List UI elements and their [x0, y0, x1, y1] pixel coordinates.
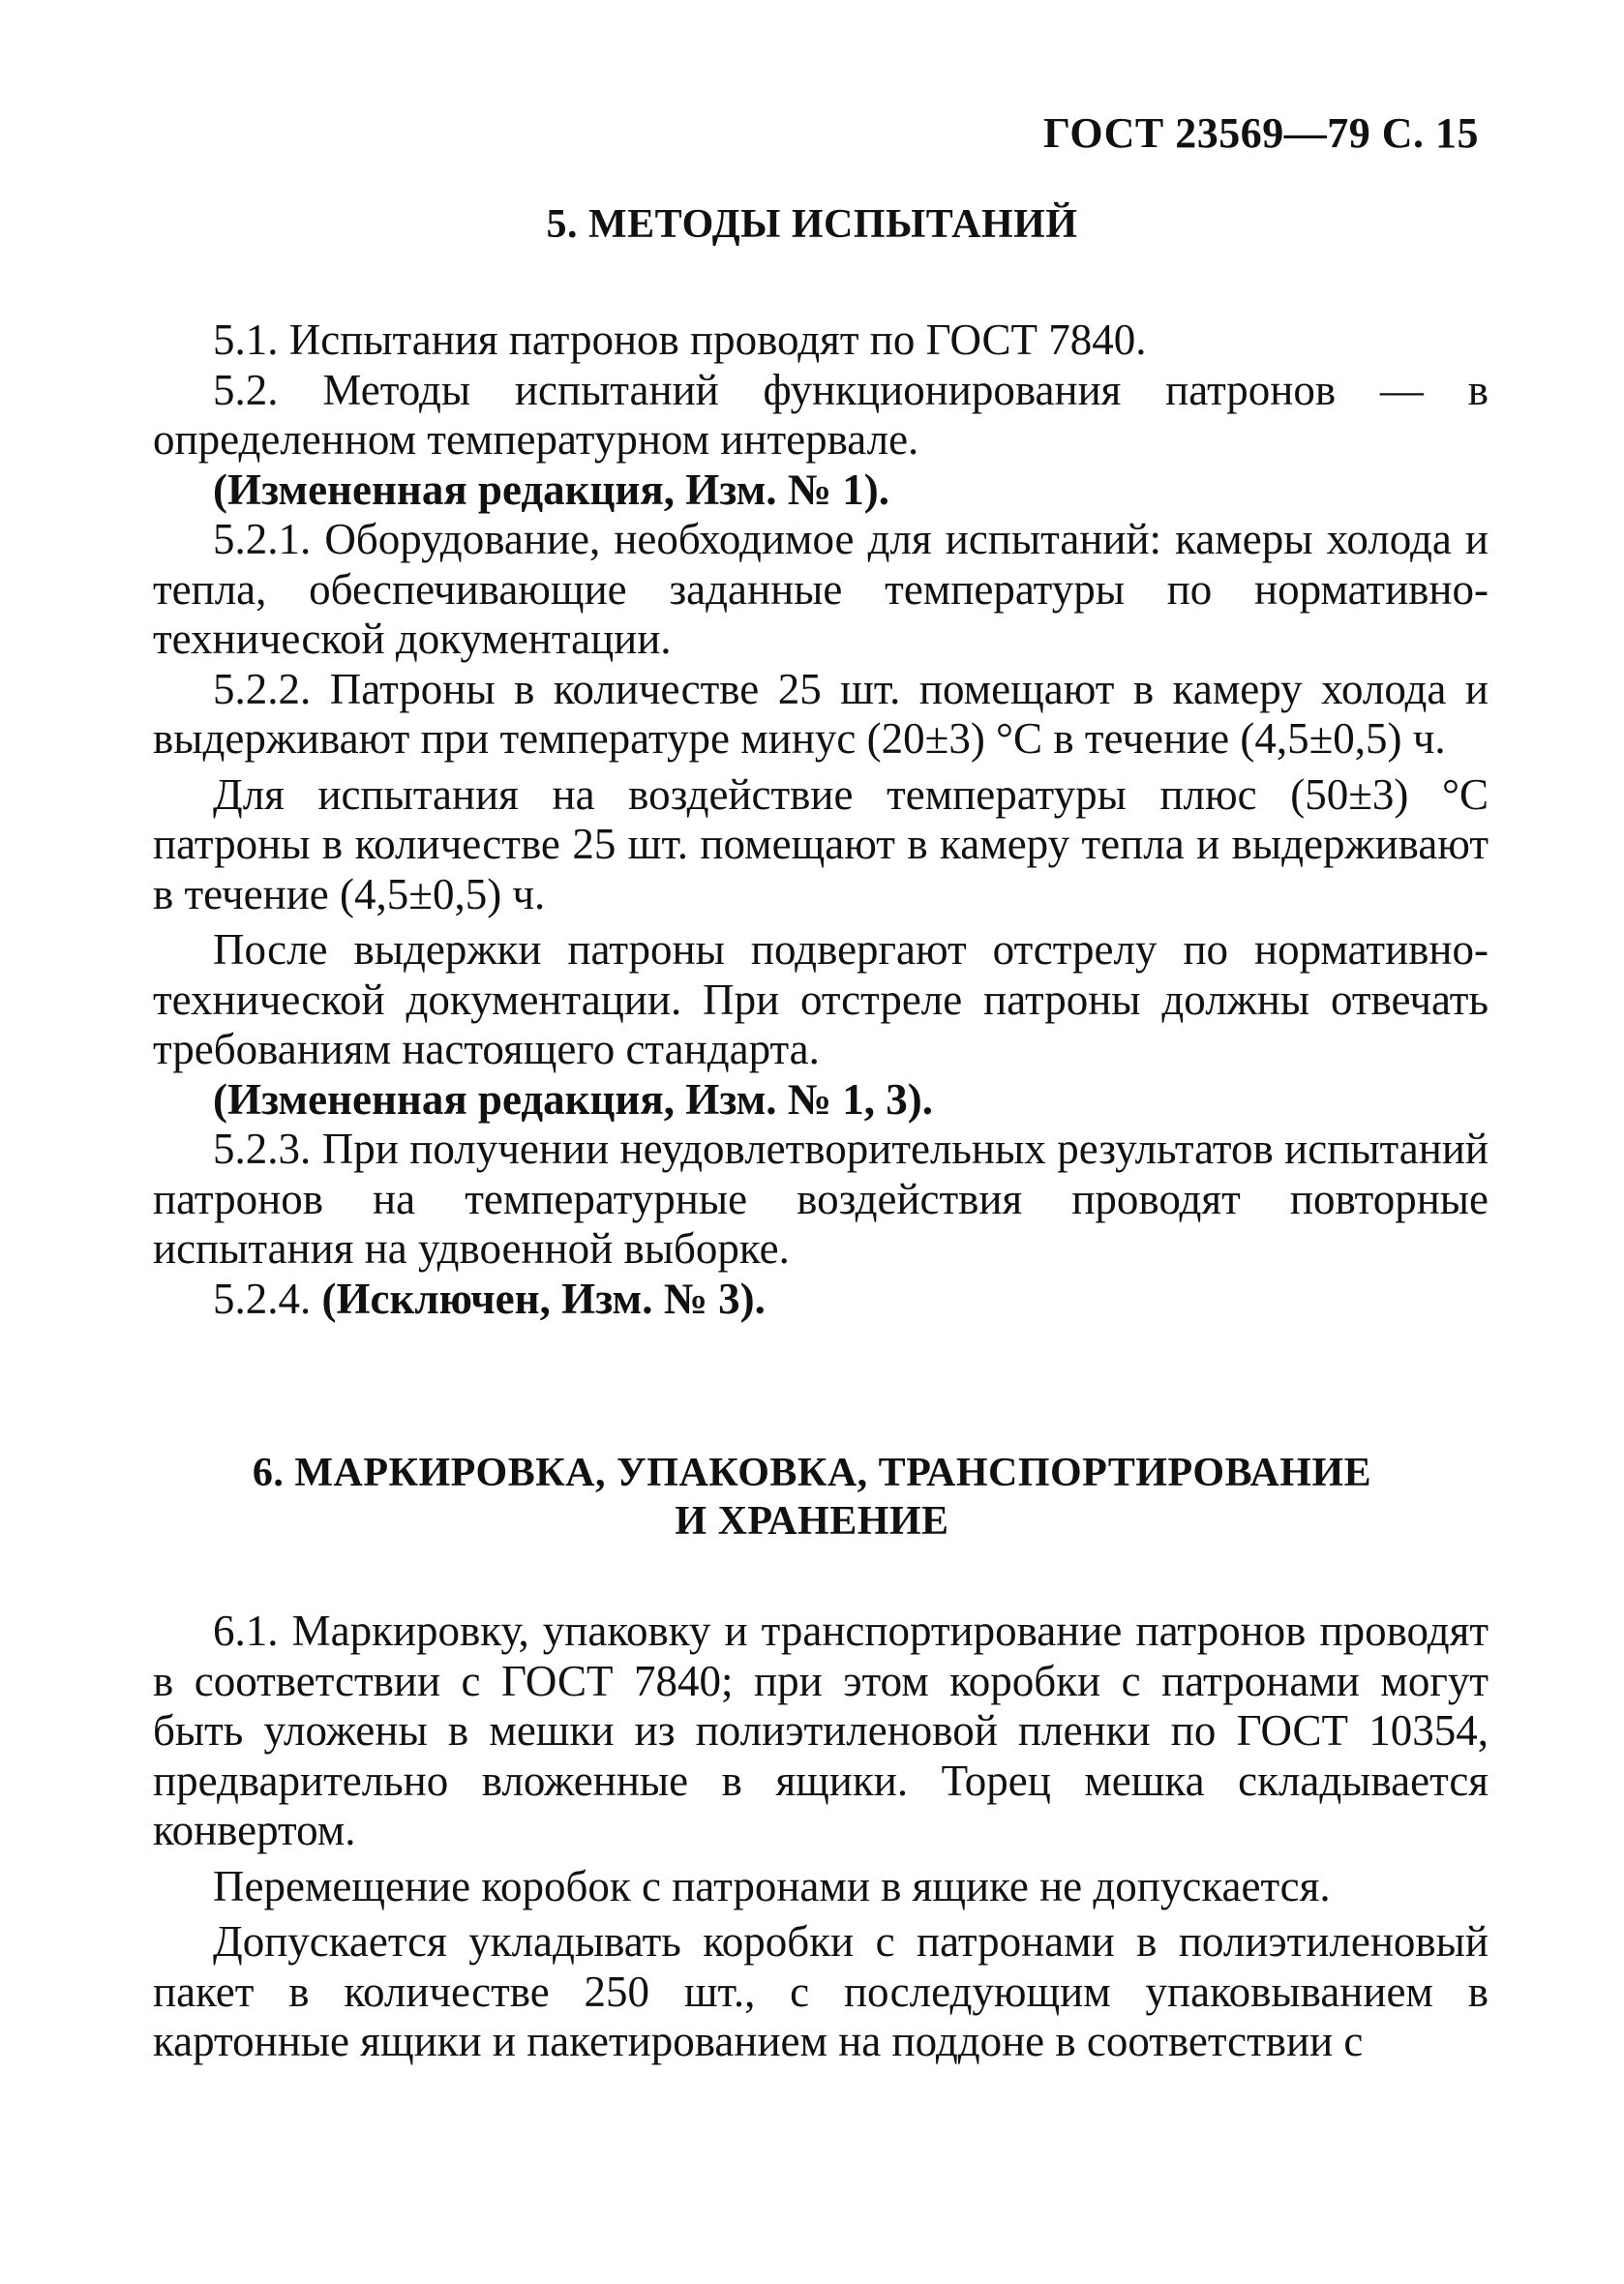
paragraph-5-2-3: 5.2.3. При получении неудовлетворительных результатов испытаний патронов на температурные воздействия проводят повторные испытания на удвоенной выборке. [153, 1125, 1489, 1273]
paragraph-5-2: 5.2. Методы испытаний функционирования патронов — в определенном температурном интервале. [153, 365, 1489, 464]
paragraph-5-1: 5.1. Испытания патронов проводят по ГОСТ 7840. [213, 316, 1147, 364]
section-6-heading-line-2: И ХРАНЕНИЕ [675, 1499, 949, 1544]
paragraph-6-1: 6.1. Маркировку, упаковку и транспортирование патронов проводят в соответствии с ГОСТ 7840; при этом коробки с патронами могут быть уложены в мешки из полиэтиленовой пленки по ГОСТ 10354, предварительно вложенные в ящики. Торец мешка складывается конвертом. [153, 1607, 1489, 1854]
section-6-body [153, 1607, 1489, 2067]
paragraph-after-exposure: После выдержки патроны подвергают отстрелу по нормативно-технической документации. При отстреле патроны должны отвечать требованиям настоящего стандарта. [153, 925, 1489, 1073]
amendment-note: (Измененная редакция, Изм. № 1). [213, 465, 890, 514]
paragraph-5-2-2: 5.2.2. Патроны в количестве 25 шт. помещают в камеру холода и выдерживают при температуре минус (20±3) °С в течение (4,5±0,5) ч. [153, 664, 1489, 763]
paragraph-heat-test: Для испытания на воздействие температуры плюс (50±3) °С патроны в количестве 25 шт. помещают в камеру тепла и выдерживают в течение (4,5±0,5) ч. [153, 769, 1489, 918]
excluded-note: (Исключен, Изм. № 3). [321, 1274, 766, 1323]
paragraph-no-movement: Перемещение коробок с патронами в ящике не допускается. [213, 1861, 1331, 1910]
paragraph-5-2-1: 5.2.1. Оборудование, необходимое для испытаний: камеры холода и тепла, обеспечивающие заданные температуры по нормативно-технической документации. [153, 515, 1489, 663]
running-header: ГОСТ 23569—79 С. 15 [1042, 109, 1479, 157]
section-6-heading [145, 1449, 1479, 1546]
amendment-note: (Измененная редакция, Изм. № 1, 3). [213, 1074, 934, 1124]
paragraph-number: 5.2.4. [213, 1274, 312, 1323]
section-6-heading-line-1: 6. МАРКИРОВКА, УПАКОВКА, ТРАНСПОРТИРОВАНИЕ [252, 1451, 1372, 1495]
paragraph-5-2-4 [153, 1275, 1489, 1325]
section-5-body [153, 316, 1489, 1324]
paragraph-polyethylene-bag: Допускается укладывать коробки с патронами в полиэтиленовый пакет в количестве 250 шт., с последующим упаковыванием в картонные ящики и пакетированием на поддоне в соответствии с [153, 1917, 1489, 2065]
section-5-heading: 5. МЕТОДЫ ИСПЫТАНИЙ [546, 202, 1078, 247]
